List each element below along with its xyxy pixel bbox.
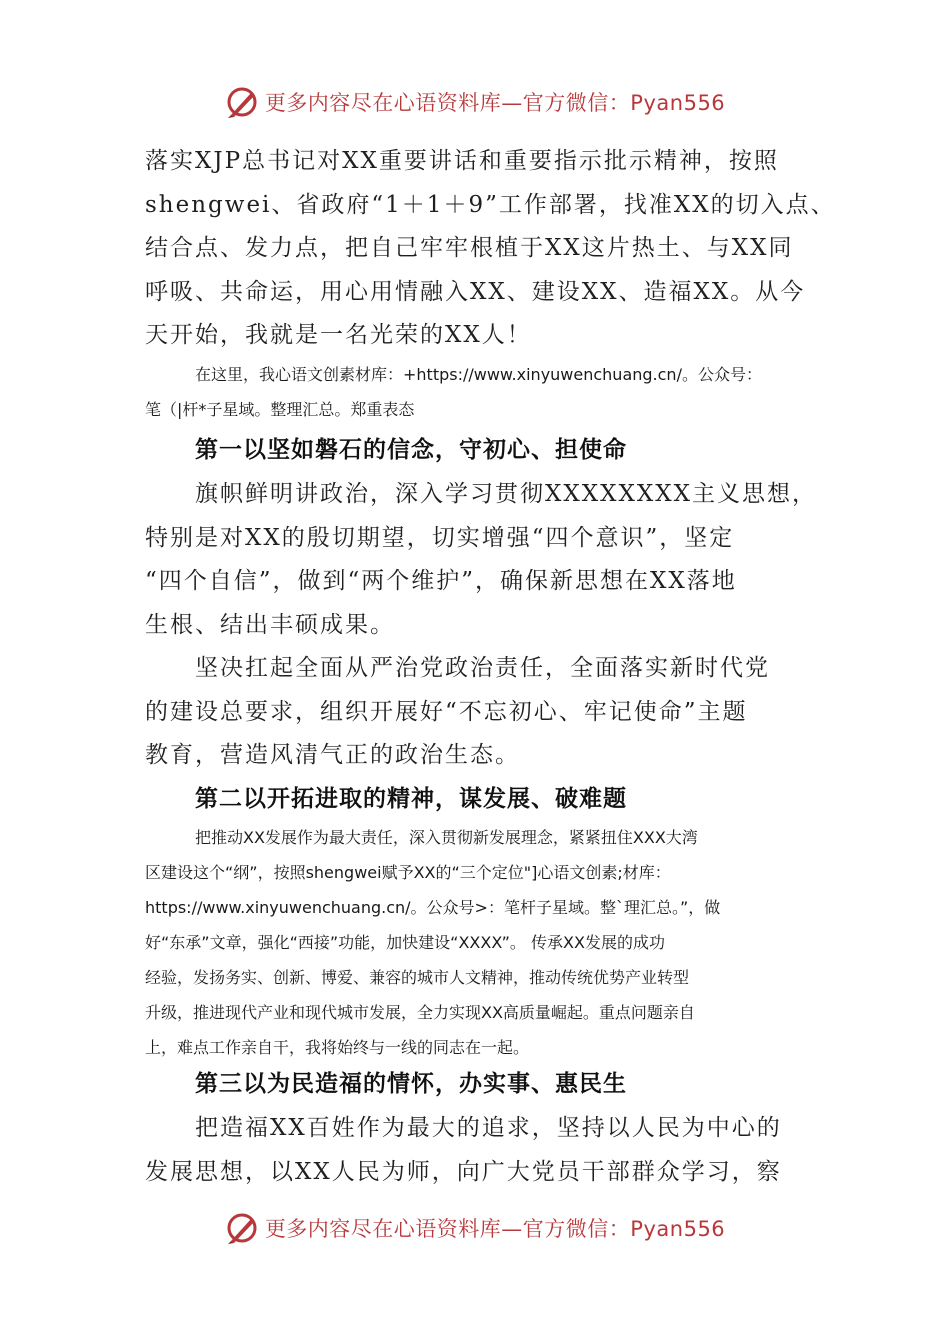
footer-banner <box>0 1208 950 1248</box>
text-line: 把推动XX发展作为最大责任，深入贯彻新发展理念，紧紧扭住XXX大湾 <box>195 828 698 847</box>
text-line: shengwei、省政府“1＋1＋9”工作部署，找准XX的切入点、 <box>145 191 836 218</box>
pen-logo-icon <box>225 1211 259 1245</box>
header-banner-text: 更多内容尽在心语资料库—官方微信：Pyan556 <box>264 91 726 115</box>
text-line: 好“东承”文章，强化“西接”功能，加快建设“XXXX”。 传承XX发展的成功 <box>145 933 665 952</box>
paragraph-4 <box>145 820 817 1065</box>
footer-banner-text: 更多内容尽在心语资料库—官方微信：Pyan556 <box>264 1217 726 1241</box>
paragraph-3 <box>145 647 817 778</box>
text-line: 升级，推进现代产业和现代城市发展，全力实现XX高质量崛起。重点问题亲自 <box>145 1003 695 1022</box>
text-line: 旗帜鲜明讲政治，深入学习贯彻XXXXXXXX主义思想， <box>195 481 817 507</box>
header-banner <box>0 82 950 122</box>
text-line: 在这里，我心语文创素材库：+https://www.xinyuwenchuang.cn/。公众号： <box>195 365 762 384</box>
text-line: 天开始，我就是一名光荣的XX人！ <box>145 322 532 348</box>
text-line: 特别是对XX的殷切期望，切实增强“四个意识”，坚定 <box>145 524 735 551</box>
paragraph-1 <box>145 140 836 358</box>
text-line: 生根、结出丰硕成果。 <box>145 611 395 638</box>
pen-logo-icon <box>225 85 259 119</box>
text-line: 发展思想，以XX人民为师，向广大党员干部群众学习，察 <box>145 1158 782 1185</box>
note-paragraph-1 <box>145 357 817 427</box>
text-line: 呼吸、共命运，用心用情融入XX、建设XX、造福XX。从今 <box>145 278 806 305</box>
text-line: 坚决扛起全面从严治党政治责任，全面落实新时代党 <box>195 655 770 681</box>
paragraph-2 <box>145 473 817 647</box>
text-line: 的建设总要求，组织开展好“不忘初心、牢记使命”主题 <box>145 698 748 725</box>
text-line: 结合点、发力点，把自己牢牢根植于XX这片热土、与XX同 <box>145 235 794 261</box>
text-line: 落实XJP总书记对XX重要讲话和重要指示批示精神，按照 <box>145 148 779 174</box>
section-heading-1: 第一以坚如磐石的信念，守初心、担使命 <box>195 437 627 463</box>
text-line: 经验，发扬务实、创新、博爱、兼容的城市人文精神，推动传统优势产业转型 <box>145 968 690 987</box>
text-line: 笔（|杆*子星域。整理汇总。郑重表态 <box>145 400 415 419</box>
paragraph-5 <box>145 1107 817 1194</box>
text-line: 把造福XX百姓作为最大的追求，坚持以人民为中心的 <box>195 1115 782 1141</box>
text-line: 教育，营造风清气正的政治生态。 <box>145 742 520 768</box>
text-line: https://www.xinyuwenchuang.cn/。公众号>：笔杆子星域。整`理汇总。”，做 <box>145 898 721 917</box>
text-line: 上，难点工作亲自干，我将始终与一线的同志在一起。 <box>145 1038 530 1057</box>
text-line: 区建设这个“纲”，按照shengwei赋予XX的“三个定位"]心语文创素;材库： <box>145 863 671 882</box>
section-heading-3: 第三以为民造福的情怀，办实事、惠民生 <box>195 1071 627 1097</box>
text-line: “四个自信”，做到“两个维护”，确保新思想在XX落地 <box>145 568 737 594</box>
section-heading-2: 第二以开拓进取的精神，谋发展、破难题 <box>195 786 627 812</box>
